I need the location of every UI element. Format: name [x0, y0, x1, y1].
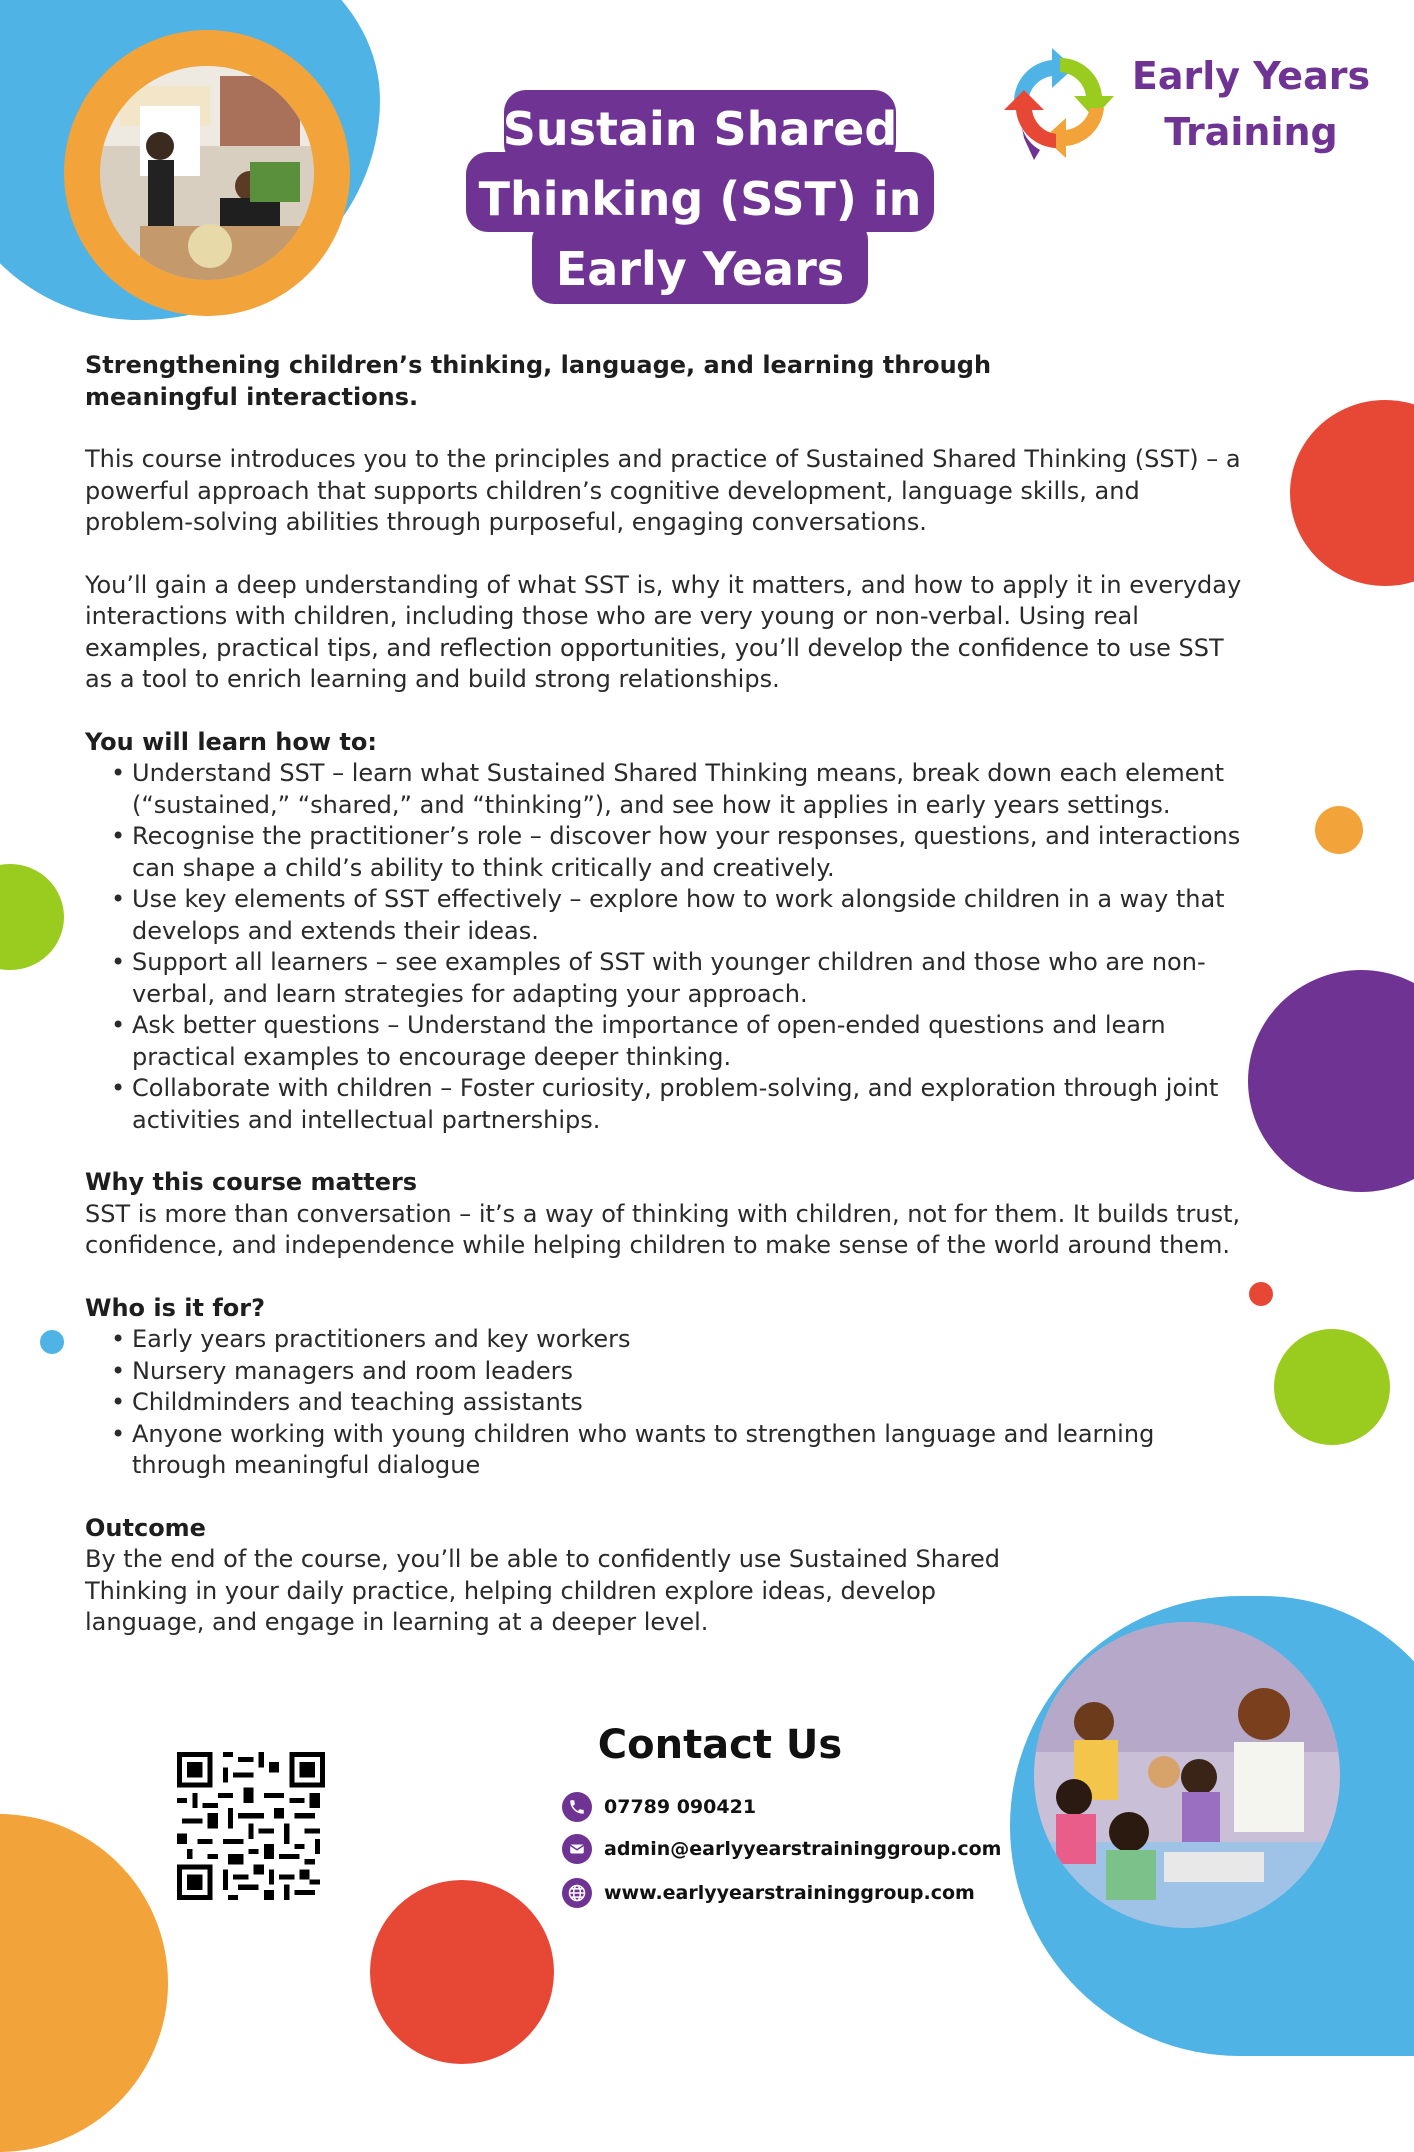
classroom-photo: [100, 66, 314, 280]
learn-list: [85, 758, 1265, 1136]
intro-paragraph-1: This course introduces you to the principles and practice of Sustained Shared Thinking (SST) – a powerful approach that supports children’s cognitive development, language skills, and problem-solving abilities through purposeful, engaging conversations.: [85, 445, 1241, 536]
contact-phone[interactable]: [562, 1790, 756, 1824]
list-item: • Collaborate with children – Foster curiosity, problem-solving, and exploration through joint activities and intellectual partnerships.: [85, 1073, 1265, 1136]
why-text: SST is more than conversation – it’s a way of thinking with children, not for them. It builds trust, confidence, and independence while helping children to make sense of the world around them.: [85, 1199, 1241, 1259]
intro-paragraph-2: You’ll gain a deep understanding of what SST is, why it matters, and how to apply it in everyday interactions with children, including those who are very young or non-verbal. Using real examples, practical tips, and reflection opportunities, you’ll develop the confidence to use SST as a tool to enrich learning and build strong relationships.: [85, 570, 1242, 693]
qr-code[interactable]: [177, 1752, 325, 1900]
website-url: www.earlyyearstraininggroup.com: [604, 1882, 975, 1904]
logo-line-2: Training: [1164, 110, 1338, 154]
page-title-line-1: Sustain Shared: [502, 102, 898, 156]
email-address: admin@earlyyearstraininggroup.com: [604, 1838, 1002, 1860]
email-icon: [562, 1834, 592, 1864]
decor-circle-blue-tiny: [40, 1330, 64, 1354]
decor-circle-purple-right: [1248, 970, 1414, 1192]
decor-circle-orange-bottom-left: [0, 1814, 168, 2152]
children-photo: [1034, 1622, 1340, 1928]
decor-circle-orange-small: [1315, 806, 1363, 854]
phone-number: 07789 090421: [604, 1796, 757, 1818]
list-item: • Ask better questions – Understand the importance of open-ended questions and learn practical examples to encourage deeper thinking.: [85, 1010, 1265, 1073]
decor-circle-green-left: [0, 864, 64, 970]
list-item: • Nursery managers and room leaders: [85, 1356, 1205, 1388]
decor-circle-green-right: [1274, 1329, 1390, 1445]
globe-icon: [562, 1878, 592, 1908]
list-item: • Use key elements of SST effectively – explore how to work alongside children in a way that develops and extends their ideas.: [85, 884, 1265, 947]
learn-heading: You will learn how to:: [85, 727, 377, 756]
contact-title: Contact Us: [597, 1722, 843, 1768]
logo-line-1: Early Years: [1131, 54, 1371, 98]
outcome-text: By the end of the course, you’ll be able to confidently use Sustained Shared Thinking in your daily practice, helping children explore ideas, develop language, and engage in learning at a deeper level.: [85, 1545, 1000, 1636]
outcome-heading: Outcome: [85, 1513, 206, 1542]
list-item: • Childminders and teaching assistants: [85, 1387, 1205, 1419]
who-list: [85, 1324, 1205, 1482]
decor-circle-red-right: [1290, 400, 1414, 586]
page-title-line-3: Early Years: [555, 242, 845, 296]
list-item: • Recognise the practitioner’s role – discover how your responses, questions, and interactions can shape a child’s ability to think critically and creatively.: [85, 821, 1265, 884]
page-title-line-2: Thinking (SST) in: [478, 172, 922, 226]
phone-icon: [562, 1792, 592, 1822]
contact-website[interactable]: [562, 1876, 975, 1910]
title-badge: [466, 88, 934, 316]
why-heading: Why this course matters: [85, 1168, 418, 1196]
decor-circle-red-bottom: [370, 1880, 554, 2064]
lead-text: Strengthening children’s thinking, language, and learning through meaningful interactions.: [85, 351, 992, 411]
list-item: • Early years practitioners and key workers: [85, 1324, 1205, 1356]
logo-arrows-icon: [994, 42, 1124, 172]
logo-text: [1126, 48, 1376, 160]
who-heading: Who is it for?: [85, 1293, 266, 1322]
list-item: • Understand SST – learn what Sustained Shared Thinking means, break down each element (“sustained,” “shared,” and “thinking”), and see how it applies in early years settings.: [85, 758, 1265, 821]
course-description: [85, 350, 1265, 1639]
brand-logo: [994, 42, 1374, 172]
list-item: • Anyone working with young children who wants to strengthen language and learning through meaningful dialogue: [85, 1419, 1205, 1482]
list-item: • Support all learners – see examples of SST with younger children and those who are non-verbal, and learn strategies for adapting your approach.: [85, 947, 1265, 1010]
contact-email[interactable]: [562, 1832, 1001, 1866]
